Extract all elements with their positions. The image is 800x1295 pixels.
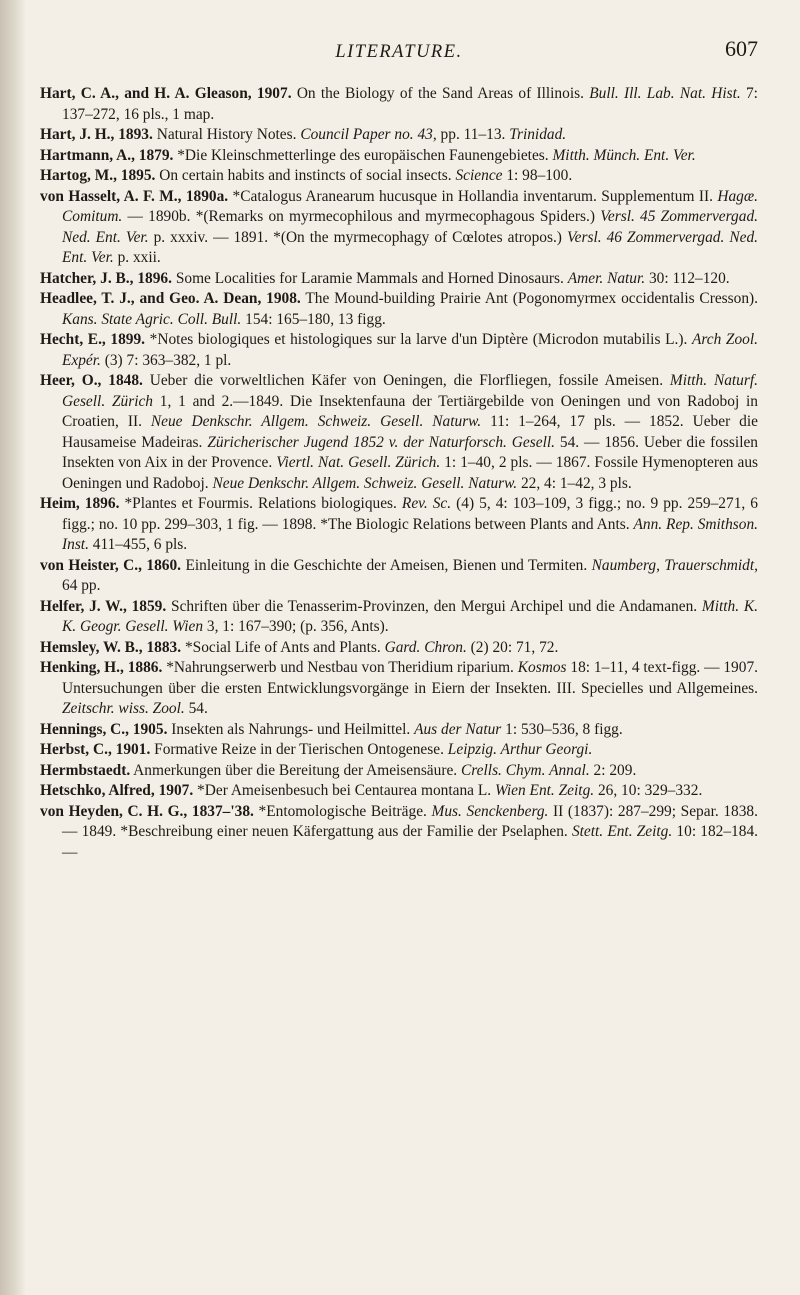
bibliography-entry	[40, 802, 758, 864]
running-title: LITERATURE.	[335, 42, 463, 62]
bibliography-entry	[40, 125, 758, 146]
entry-source-title: Wien Ent. Zeitg.	[494, 782, 595, 799]
entry-author: Hartmann, A., 1879.	[40, 146, 174, 164]
entry-text: Formative Reize in der Tierischen Ontogenese.	[150, 741, 448, 758]
entry-text: *Nahrungserwerb und Nestbau von Theridium riparium.	[162, 659, 518, 676]
entry-text: 54.	[184, 700, 208, 717]
bibliography-entry	[40, 781, 758, 802]
entry-text: *Catalogus Aranearum hucusque in Hollandia inventarum. Supplementum II.	[228, 187, 718, 205]
entry-source-title: Bull. Ill. Lab. Nat. Hist.	[589, 85, 741, 102]
bibliography-entry	[40, 638, 758, 659]
entry-source-title: Stett. Ent. Zeitg.	[571, 823, 673, 840]
entry-source-title: Viertl. Nat. Gesell. Zürich.	[276, 454, 441, 471]
entry-text: On certain habits and instincts of social insects.	[155, 167, 456, 184]
entry-text: *Der Ameisenbesuch bei Centaurea montana L.	[193, 782, 495, 799]
bibliography-entry	[40, 166, 758, 187]
entry-source-title: Mitth. Münch. Ent. Ver.	[552, 146, 696, 164]
entry-text: Insekten als Nahrungs- und Heilmittel.	[167, 720, 415, 738]
entry-text: 11: 1–264, 17 pls. — 1852. Ueber die Hausameise Madeiras.	[62, 413, 758, 451]
entry-author: Hecht, E., 1899.	[40, 331, 146, 348]
entry-author: Hetschko, Alfred, 1907.	[40, 782, 194, 799]
entry-text: p. xxii.	[113, 249, 161, 266]
entry-text: The Mound-building Prairie Ant (Pogonomyrmex occidentalis Cresson).	[300, 290, 759, 307]
bibliography-entry	[40, 187, 758, 269]
entry-text: 54. — 1856. Ueber die fossilen Insekten von Aix in der Provence.	[62, 433, 758, 471]
entry-source-title: Arch Zool. Expér.	[62, 331, 758, 369]
entry-source-title: Mus. Senckenberg.	[431, 802, 549, 820]
entry-author: Hemsley, W. B., 1883.	[40, 638, 182, 656]
bibliography-list	[40, 84, 758, 863]
bibliography-entry	[40, 658, 758, 720]
bibliography-entry	[40, 597, 758, 638]
entry-source-title: Aus der Natur	[414, 720, 502, 738]
entry-text: 2: 209.	[589, 761, 637, 779]
entry-author: von Hasselt, A. F. M., 1890a.	[40, 187, 229, 205]
entry-author: Hartog, M., 1895.	[40, 167, 156, 184]
entry-author: Heer, O., 1848.	[40, 372, 143, 389]
entry-text: *Plantes et Fourmis. Relations biologiques.	[119, 495, 402, 512]
entry-author: Hatcher, J. B., 1896.	[40, 269, 172, 287]
entry-text: Ueber die vorweltlichen Käfer von Oeningen, die Florfliegen, fossile Ameisen.	[142, 372, 670, 389]
bibliography-entry	[40, 330, 758, 371]
entry-author: Hermbstaedt.	[40, 761, 131, 779]
entry-text: p. xxxiv. — 1891. *(On the myrmecophagy of Cœlotes atropos.)	[148, 228, 567, 246]
entry-text: 18: 1–11, 4 text-figg. — 1907. Untersuchungen über die ersten Entwicklungsvorgänge in Eiern der Insekten. III. Specielles und Allgemeines.	[62, 659, 758, 697]
entry-source-title: Rev. Sc.	[401, 495, 452, 512]
bibliography-entry	[40, 494, 758, 556]
entry-text: (3) 7: 363–382, 1 pl.	[100, 351, 232, 369]
entry-text: 64 pp.	[62, 577, 101, 594]
entry-source-title: Mitth. K. K. Geogr. Gesell. Wien	[62, 597, 758, 635]
entry-text: — 1890b. *(Remarks on myrmecophilous and myrmecophagous Spiders.)	[122, 208, 601, 225]
bibliography-entry	[40, 84, 758, 125]
page-number: 607	[725, 36, 758, 61]
page-spine-shadow	[0, 0, 26, 1295]
entry-source-title: Mitth. Naturf. Gesell. Zürich	[62, 372, 758, 410]
entry-text: II (1837): 287–299; Separ. 1838. — 1849. *Beschreibung einer neuen Käfergattung aus der Familie der Pselaphen.	[62, 802, 758, 840]
entry-text: 3, 1: 167–390; (p. 356, Ants).	[203, 618, 389, 635]
entry-source-title: Amer. Natur.	[567, 269, 646, 287]
entry-text: Anmerkungen über die Bereitung der Ameisensäure.	[130, 761, 461, 779]
entry-text: *Notes biologiques et histologiques sur la larve d'un Diptère (Microdon mutabilis L.).	[145, 331, 692, 348]
entry-source-title: Gard. Chron.	[384, 638, 467, 656]
entry-source-title: Science	[455, 167, 503, 184]
bibliography-entry	[40, 761, 758, 782]
entry-text: Natural History Notes.	[152, 126, 301, 143]
entry-author: Hart, J. H., 1893.	[40, 126, 153, 143]
entry-source-title: Ann. Rep. Smithson. Inst.	[62, 515, 758, 553]
entry-text: (4) 5, 4: 103–109, 3 figg.; no. 9 pp. 259–271, 6 figg.; no. 10 pp. 299–303, 1 fig. — 1898. *The Biologic Relations between Plants and Ants.	[62, 495, 758, 533]
entry-text: 7: 137–272, 16 pls., 1 map.	[62, 85, 758, 123]
entry-author: Henking, H., 1886.	[40, 659, 163, 676]
entry-author: Heim, 1896.	[40, 495, 120, 512]
entry-text: 10: 182–184. —	[62, 823, 758, 861]
entry-author: Hart, C. A., and H. A. Gleason, 1907.	[40, 85, 292, 102]
entry-source-title: Crells. Chym. Annal.	[461, 761, 590, 779]
bibliography-entry	[40, 371, 758, 494]
entry-source-title: Trinidad.	[509, 126, 567, 143]
entry-text: On the Biology of the Sand Areas of Illinois.	[291, 85, 590, 102]
entry-source-title: Hagæ. Comitum.	[62, 187, 758, 225]
entry-text: 1: 1–40, 2 pls. — 1867. Fossile Hymenopteren aus Oeningen und Radoboj.	[62, 454, 758, 492]
entry-source-title: Zeitschr. wiss. Zool.	[62, 700, 185, 717]
entry-text: 1: 530–536, 8 figg.	[501, 720, 623, 738]
entry-text: *Social Life of Ants and Plants.	[181, 638, 385, 656]
bibliography-entry	[40, 289, 758, 330]
running-header	[40, 36, 758, 78]
entry-source-title: Naumberg, Trauerschmidt,	[591, 556, 758, 574]
bibliography-entry	[40, 146, 758, 167]
entry-text: *Die Kleinschmetterlinge des europäischen Faunengebietes.	[173, 146, 553, 164]
entry-text: Some Localities for Laramie Mammals and Horned Dinosaurs.	[171, 269, 568, 287]
entry-source-title: Versl. 46 Zommervergad. Ned. Ent. Ver.	[62, 228, 758, 266]
book-page	[40, 36, 759, 863]
entry-source-title: Neue Denkschr. Allgem. Schweiz. Gesell. Naturw.	[150, 413, 482, 430]
entry-text: 1: 98–100.	[502, 167, 573, 184]
entry-source-title: Council Paper no. 43,	[300, 126, 437, 143]
entry-text: (2) 20: 71, 72.	[466, 638, 559, 656]
entry-text: 22, 4: 1–42, 3 pls.	[517, 474, 632, 492]
entry-text: Einleitung in die Geschichte der Ameisen, Bienen und Termiten.	[181, 556, 592, 574]
entry-text: 154: 165–180, 13 figg.	[241, 310, 386, 328]
entry-source-title: Kans. State Agric. Coll. Bull.	[62, 310, 242, 328]
entry-author: von Heyden, C. H. G., 1837–'38.	[40, 802, 254, 820]
bibliography-entry	[40, 269, 758, 290]
entry-text: Schriften über die Tenasserim-Provinzen, den Mergui Archipel und die Andamanen.	[166, 597, 702, 615]
entry-source-title: Versl. 45 Zommervergad. Ned. Ent. Ver.	[62, 208, 758, 246]
entry-source-title: Züricherischer Jugend 1852 v. der Naturforsch. Gesell.	[207, 433, 555, 451]
entry-author: Hennings, C., 1905.	[40, 720, 168, 738]
entry-source-title: Neue Denkschr. Allgem. Schweiz. Gesell. Naturw.	[212, 474, 518, 492]
entry-text: 411–455, 6 pls.	[88, 536, 188, 553]
entry-text: 1, 1 and 2.—1849. Die Insektenfauna der Tertiärgebilde von Oeningen und von Radoboj in Croatien, II.	[62, 392, 758, 430]
entry-author: Headlee, T. J., and Geo. A. Dean, 1908.	[40, 290, 301, 307]
entry-author: Herbst, C., 1901.	[40, 741, 151, 758]
entry-source-title: Kosmos	[517, 659, 567, 676]
entry-text: *Entomologische Beiträge.	[253, 802, 432, 820]
bibliography-entry	[40, 556, 758, 597]
bibliography-entry	[40, 720, 758, 741]
entry-text: pp. 11–13.	[436, 126, 510, 143]
entry-text: 26, 10: 329–332.	[594, 782, 703, 799]
entry-author: von Heister, C., 1860.	[40, 556, 182, 574]
bibliography-entry	[40, 740, 758, 761]
entry-author: Helfer, J. W., 1859.	[40, 597, 167, 615]
entry-source-title: Leipzig. Arthur Georgi.	[447, 741, 593, 758]
entry-text: 30: 112–120.	[645, 269, 730, 287]
